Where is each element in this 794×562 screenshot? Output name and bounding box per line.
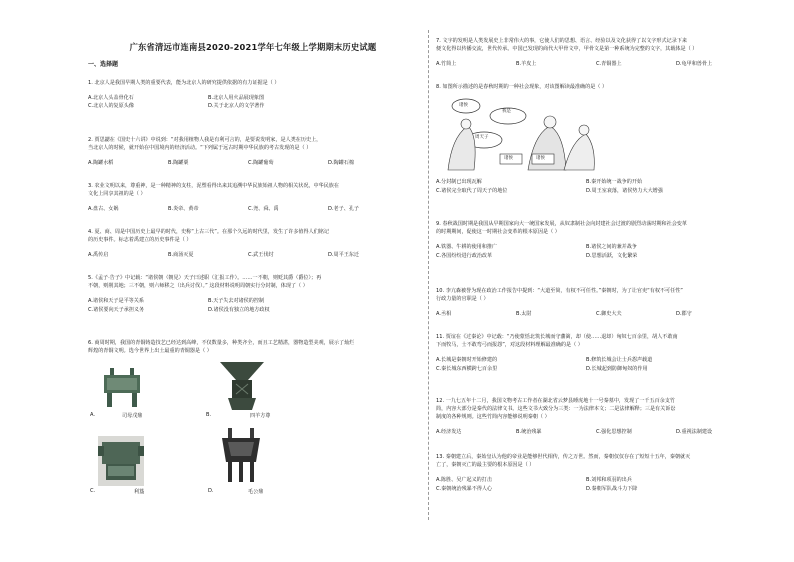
- q8-option-d[interactable]: D.周王室衰落，诸侯势力大大增强: [586, 188, 663, 194]
- q12-option-c[interactable]: C.强化思想控制: [596, 429, 632, 435]
- q2-option-d[interactable]: D.陶罐石棉: [328, 160, 354, 166]
- question-9-stem-line1: 9. 春秋战国时期是我国从早期国家向大一统国家发展，从奴隶制社会向封建社会过渡的剧烈动荡时期和社会变革: [436, 221, 687, 227]
- q5-option-b[interactable]: B.天子失去对诸侯的控制: [208, 298, 265, 304]
- bronze-b-name: 四羊方尊: [250, 413, 271, 419]
- bronze-image-c[interactable]: [98, 436, 144, 486]
- q11-option-b[interactable]: B.修筑长城会让士兵怨声载道: [586, 357, 653, 363]
- q10-option-a[interactable]: A.丞相: [436, 311, 452, 317]
- bronze-d-name: 毛公鼎: [248, 489, 264, 495]
- exam-title: 广东省清远市连南县2020-2021学年七年级上学期期末历史试题: [129, 42, 377, 52]
- q9-option-d[interactable]: D.思想活跃，文化繁荣: [586, 253, 638, 259]
- q1-option-a[interactable]: A.北京人头盖骨化石: [88, 95, 134, 101]
- q13-option-d[interactable]: D.秦朝军队战斗力下降: [586, 486, 638, 492]
- bronze-a-letter: A.: [90, 412, 96, 418]
- bronze-b-letter: B.: [206, 412, 212, 418]
- q8-option-a[interactable]: A.分封制已出现瓦解: [436, 179, 482, 185]
- ding-icon: [218, 428, 264, 484]
- question-2-stem-line1: 2. 贾思勰在《国史十六讲》中说到：“对我用植物人我是有利可言的，是要说发明家，是人类在历史上，: [88, 137, 322, 143]
- question-10-stem-line2: 行政力量的官职是（ ）: [436, 296, 489, 302]
- q11-option-d[interactable]: D.长城起到防御匈奴的作用: [586, 366, 648, 372]
- question-8-stem: 8. 如图所示描述的是春秋时期的一种社会现象，对该图解读最准确的是（ ）: [436, 84, 608, 90]
- zun-icon: [218, 360, 266, 412]
- q2-option-b[interactable]: B.陶罐粟: [168, 160, 189, 166]
- q5-option-a[interactable]: A.诸侯和天子是平等关系: [88, 298, 144, 304]
- cartoon-label-1: 诸侯: [459, 103, 468, 108]
- q4-option-c[interactable]: C.武王伐纣: [248, 252, 274, 258]
- bronze-image-d[interactable]: [218, 428, 264, 484]
- history-cartoon: [438, 96, 598, 172]
- cartoon-label-2: 我是: [502, 109, 511, 114]
- q3-option-c[interactable]: C.尧、舜、禹: [248, 206, 279, 212]
- question-4-stem-line1: 4. 夏、商、周是中国历史上最早的时代，史称“上古三代”。在那个久远的时代里，发生了许多值得人们铭记: [88, 229, 329, 235]
- question-6-stem-line1: 6. 商周时期，我国的青铜铸造技艺已经达到高峰，不仅数量多，种类齐全，而且工艺精湛，器物造型美观，展示了灿烂: [88, 340, 355, 346]
- left-column: [88, 0, 418, 562]
- question-2-stem-line2: 当北京人的时候，就开始在中国境内的经济活动。“下列属于远古时期中华民族的考古发现的是（ ）: [88, 145, 312, 151]
- question-13-stem-line2: 亡了，秦朝灭亡的最主要的根本原因是（ ）: [436, 462, 535, 468]
- question-12-stem-line1: 12. 一九七五年十二月，我国文物考古工作者在湖北省云梦县睡虎地十一号秦墓中，发现了一千五百余支竹: [436, 398, 675, 404]
- question-7-stem-line1: 7. 文字的发明是人类发展史上非常伟大的事，它使人们的思想、语言、经验以及文化获得了以文字形式记录下来: [436, 38, 687, 44]
- q5-option-c[interactable]: C.诸侯要向天子承担义务: [88, 307, 145, 313]
- question-3-stem-line1: 3. 农业文明以来，尊重神，是一种精神的支柱，泥塑看得出来其追溯中华民族始祖人物的相关状况，中华民族在: [88, 183, 339, 189]
- q12-option-b[interactable]: B.统治残暴: [516, 429, 542, 435]
- q13-option-c[interactable]: C.秦朝统治残暴不得人心: [436, 486, 493, 492]
- question-12-stem-line2: 简，内容大部分是秦代的法律文书。这些文书大致分为三类：一为法律本文；二是法律解释；三是有关诉讼: [436, 406, 676, 412]
- q7-option-d[interactable]: D.龟甲和兽骨上: [676, 61, 713, 67]
- q7-option-c[interactable]: C.青铜器上: [596, 61, 622, 67]
- q5-option-d[interactable]: D.诸侯没有独立的地方政权: [208, 307, 270, 313]
- q4-option-d[interactable]: D.周平王东迁: [328, 252, 360, 258]
- q13-option-b[interactable]: B.刘邦和项羽的出兵: [586, 477, 632, 483]
- question-13-stem-line1: 13. 秦朝建立后，秦始皇认为他的帝业是能够世代相传，传之万世。然而，秦朝仅仅存在了短短十五年，秦朝就灭: [436, 454, 691, 460]
- bronze-image-b[interactable]: [218, 360, 266, 412]
- question-3-stem-line2: 文化上同享其祖的是（ ）: [88, 191, 146, 197]
- q10-option-c[interactable]: C.御史大夫: [596, 311, 622, 317]
- q4-option-a[interactable]: A.禹传启: [88, 252, 109, 258]
- ding-icon: [100, 368, 144, 408]
- q10-option-d[interactable]: D.郡守: [676, 311, 692, 317]
- bronze-image-a[interactable]: [100, 368, 144, 408]
- q9-option-a[interactable]: A.铁器、牛耕的使用和推广: [436, 244, 498, 250]
- q7-option-b[interactable]: B.羊皮上: [516, 61, 537, 67]
- question-5-stem-line1: 5.《孟子·告子》中记载：“诸侯朝（朝见）天子曰述职（汇报工作）。……一不朝，则贬其爵（爵位）；再: [88, 275, 322, 281]
- bronze-c-letter: C.: [90, 488, 96, 494]
- q1-option-d[interactable]: D.关于北京人的文学著作: [208, 103, 265, 109]
- q4-option-b[interactable]: B.商汤灭夏: [168, 252, 194, 258]
- question-11-stem-line1: 11. 贾谊在《过秦论》中记载：“乃使蒙恬北筑长城而守藩篱，却（使……退却）匈奴七百余里，胡人不敢南: [436, 334, 678, 340]
- cartoon-label-5: 诸侯: [536, 156, 545, 161]
- q11-option-c[interactable]: C.秦长城东西横跨七百余里: [436, 366, 498, 372]
- bronze-c-name: 利簋: [134, 489, 145, 495]
- question-10-stem-line1: 10. 李亢森被誉为现在政治工作报告中提到：“大道至简，有权不可任性。”秦朝时，为了让官吏“有权不可任性”: [436, 288, 683, 294]
- q2-option-c[interactable]: C.陶罐葡萄: [248, 160, 274, 166]
- q12-option-d[interactable]: D.重视法制建设: [676, 429, 713, 435]
- question-12-stem-line3: 制度的各种规则。这些竹简内容能够说明秦朝（ ）: [436, 414, 550, 420]
- bronze-d-letter: D.: [208, 488, 214, 494]
- cartoon-label-3: 周天子: [475, 135, 489, 140]
- question-11-stem-line2: 下而牧马，士不敢弯弓而报怨”，对这段材料理解最准确的是（ ）: [436, 342, 583, 348]
- q11-option-a[interactable]: A.长城是秦朝时开始修建的: [436, 357, 498, 363]
- q8-option-b[interactable]: B.秦开始统一战争的开始: [586, 179, 643, 185]
- right-column: [436, 0, 776, 562]
- q3-option-b[interactable]: B.炎帝、黄帝: [168, 206, 199, 212]
- question-6-stem-line2: 辉煌的青铜文明。选今世界上出土最重的青铜器是（ ）: [88, 348, 212, 354]
- q13-option-a[interactable]: A.陈胜、吴广起义的打击: [436, 477, 492, 483]
- section-heading: 一、选择题: [88, 61, 119, 68]
- cartoon-label-4: 诸侯: [504, 156, 513, 161]
- q10-option-b[interactable]: B.太尉: [516, 311, 532, 317]
- question-7-stem-line2: 便文化得以传播交流，世代传承。中国已发现的商代大甲骨文中，甲骨文是第一种系统为完整的文字，其载体是（ ）: [436, 46, 698, 52]
- question-9-stem-line2: 的时期期间，促使这一时期社会变革的根本原因是（ ）: [436, 229, 560, 235]
- gui-icon: [98, 436, 144, 486]
- q12-option-a[interactable]: A.经济发达: [436, 429, 462, 435]
- question-5-stem-line2: 不朝，则削其地；三不朝，则六师移之（出兵讨伐）。” 这段材料说明周朝实行分封制，体现了（ ）: [88, 283, 308, 289]
- q7-option-a[interactable]: A.竹简上: [436, 61, 457, 67]
- q9-option-b[interactable]: B.诸侯之间的兼并战争: [586, 244, 637, 250]
- column-divider: [428, 30, 429, 520]
- q3-option-a[interactable]: A.盘古、女娲: [88, 206, 119, 212]
- q3-option-d[interactable]: D.老子、孔子: [328, 206, 360, 212]
- question-4-stem-line2: 的历史事件。标志着禹建立的历史事件是（ ）: [88, 237, 192, 243]
- q1-option-c[interactable]: C.北京人的复原头像: [88, 103, 134, 109]
- question-1-stem: 1. 北京人是我国早期人类的重要代表，能为北京人的研究提供依据的有力证据是（ ）: [88, 80, 280, 86]
- q8-option-c[interactable]: C.诸侯完全取代了周天子的地位: [436, 188, 508, 194]
- q1-option-b[interactable]: B.北京人用火品展现象图: [208, 95, 265, 101]
- bronze-a-name: 司母戊鼎: [122, 413, 143, 419]
- q2-option-a[interactable]: A.陶罐水稻: [88, 160, 114, 166]
- q9-option-c[interactable]: C.各国纷纷进行政治改革: [436, 253, 493, 259]
